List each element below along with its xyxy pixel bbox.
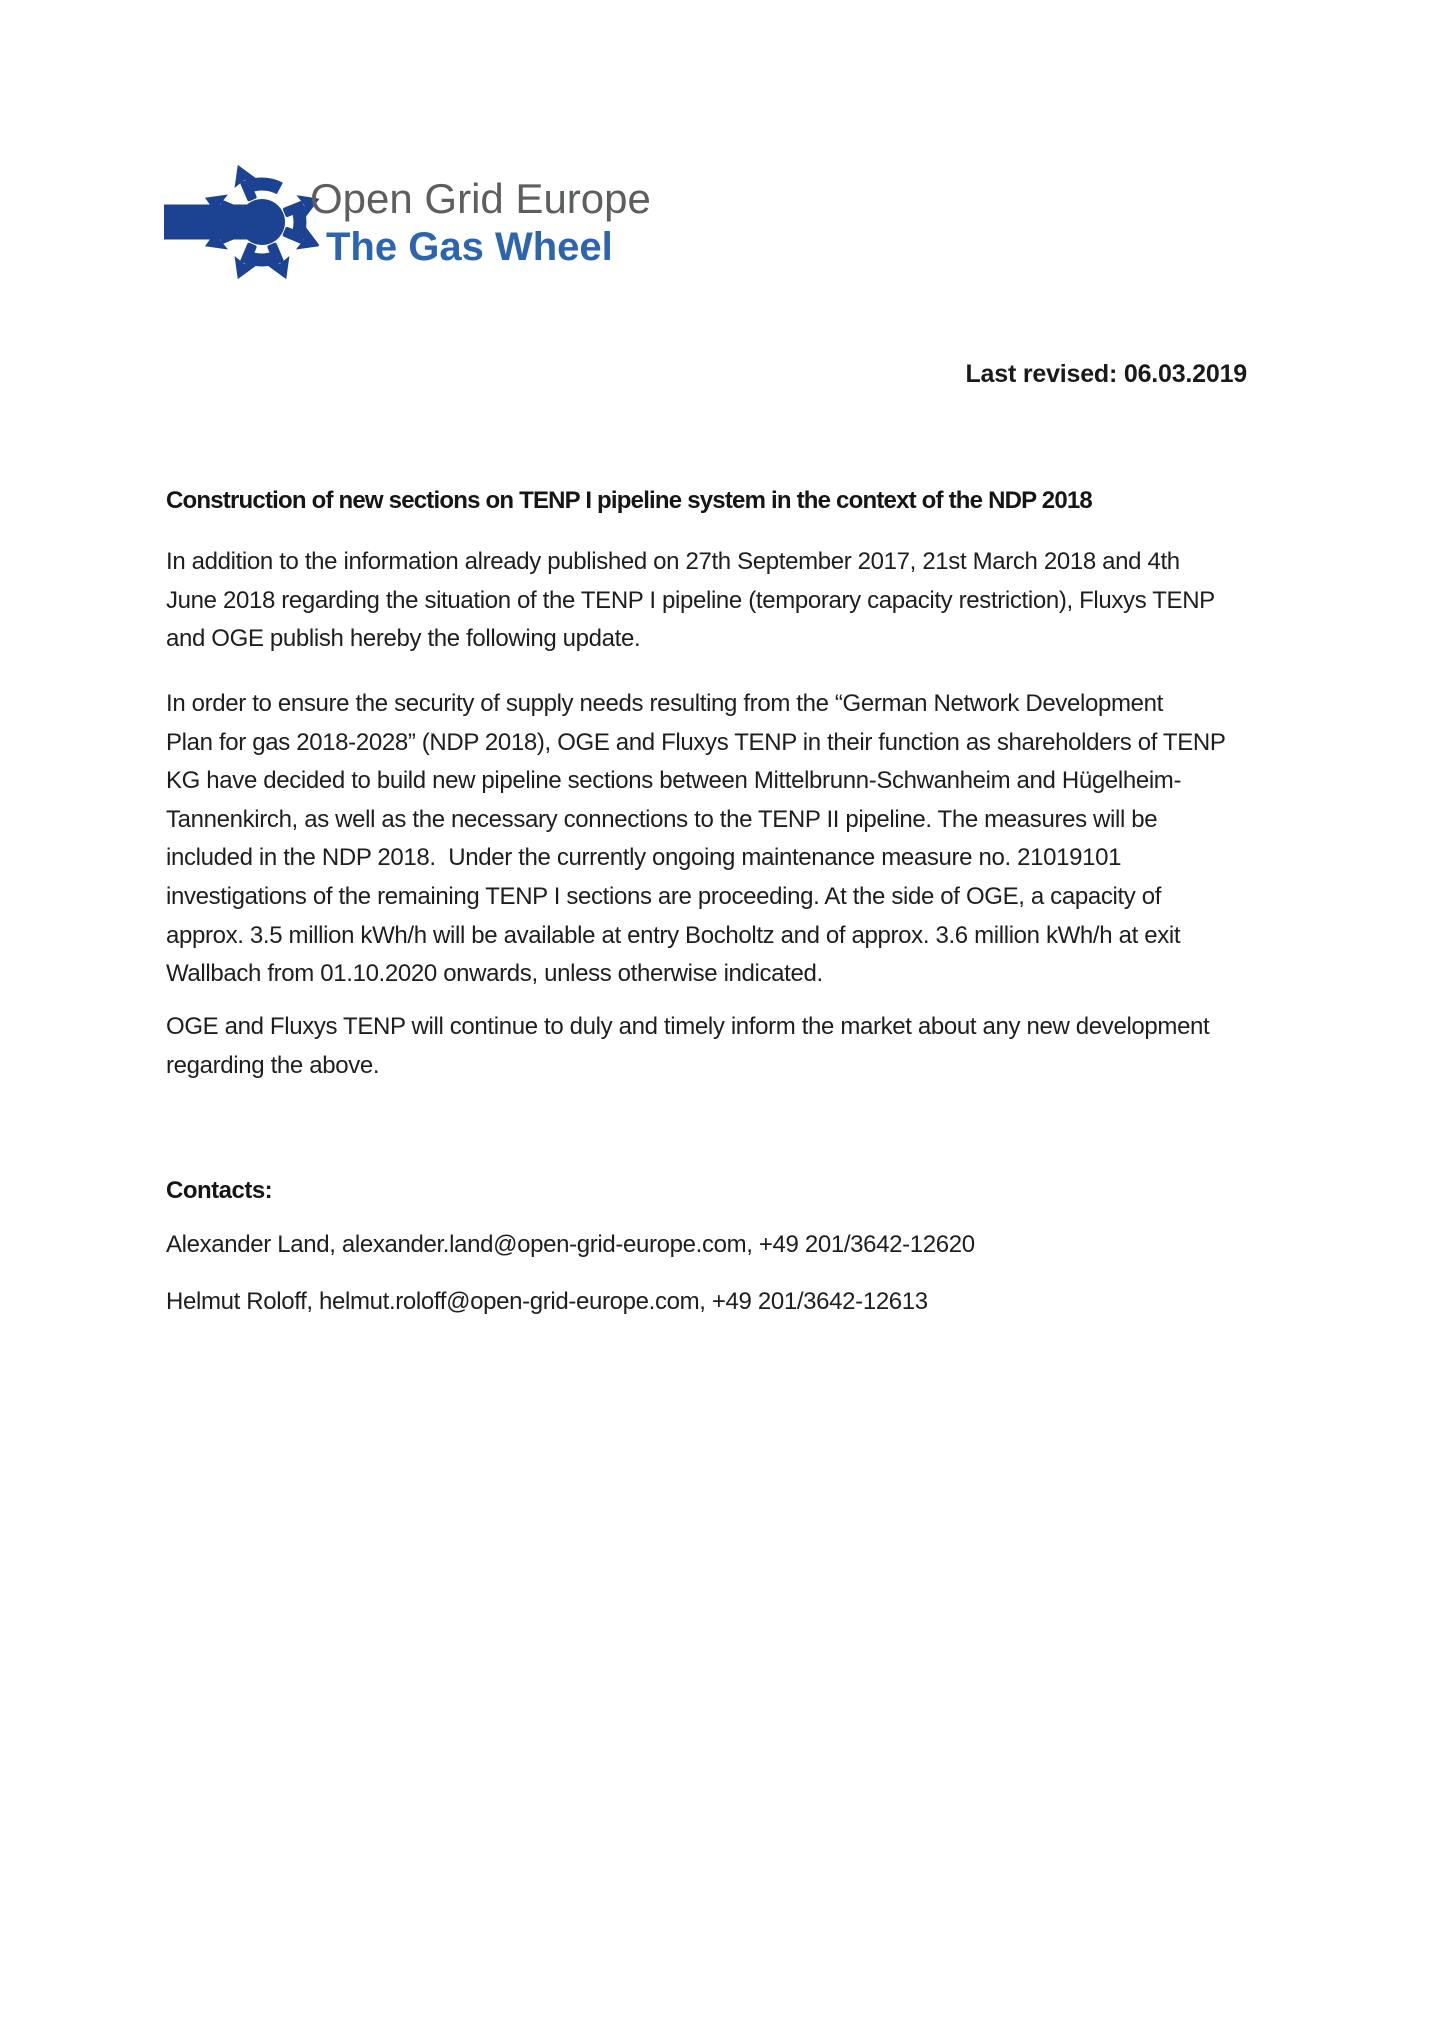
- last-revised-date: Last revised: 06.03.2019: [965, 360, 1247, 388]
- document-heading: Construction of new sections on TENP I pipeline system in the context of the NDP 2018: [166, 487, 1092, 514]
- paragraph-main: [166, 685, 1226, 994]
- paragraph-intro: [166, 543, 1215, 659]
- text-line: included in the NDP 2018. Under the currently ongoing maintenance measure no. 21019101: [166, 844, 1122, 872]
- paragraph-closing: [166, 1008, 1209, 1085]
- gas-wheel-icon: [162, 158, 326, 286]
- contact-entry: Alexander Land, alexander.land@open-grid-europe.com, +49 201/3642-12620: [166, 1231, 975, 1258]
- text-line: In order to ensure the security of supply needs resulting from the “German Network Development: [166, 690, 1163, 717]
- text-line: June 2018 regarding the situation of the TENP I pipeline (temporary capacity restriction), Fluxys TENP: [166, 586, 1215, 614]
- text-line: Tannenkirch, as well as the necessary connections to the TENP II pipeline. The measures will be: [166, 805, 1158, 833]
- text-line: Plan for gas 2018-2028” (NDP 2018), OGE and Fluxys TENP in their function as shareholders of TENP: [166, 728, 1226, 756]
- text-line: Wallbach from 01.10.2020 onwards, unless otherwise indicated.: [166, 960, 823, 988]
- text-line: regarding the above.: [166, 1051, 380, 1079]
- logo: [310, 176, 651, 272]
- logo-subtitle: The Gas Wheel: [326, 225, 613, 269]
- text-line: and OGE publish hereby the following update.: [166, 625, 641, 653]
- logo-title: Open Grid Europe: [310, 175, 651, 222]
- contact-entry: Helmut Roloff, helmut.roloff@open-grid-europe.com, +49 201/3642-12613: [166, 1288, 928, 1315]
- text-line: In addition to the information already published on 27th September 2017, 21st March 2018 and 4th: [166, 548, 1180, 575]
- text-line: investigations of the remaining TENP I sections are proceeding. At the side of OGE, a capacity of: [166, 882, 1162, 910]
- contacts-heading: Contacts:: [166, 1177, 273, 1204]
- text-line: KG have decided to build new pipeline sections between Mittelbrunn-Schwanheim and Hügelheim-: [166, 767, 1182, 795]
- text-line: approx. 3.5 million kWh/h will be available at entry Bocholtz and of approx. 3.6 million kWh/h at exit: [166, 921, 1181, 949]
- text-line: OGE and Fluxys TENP will continue to duly and timely inform the market about any new development: [166, 1013, 1210, 1040]
